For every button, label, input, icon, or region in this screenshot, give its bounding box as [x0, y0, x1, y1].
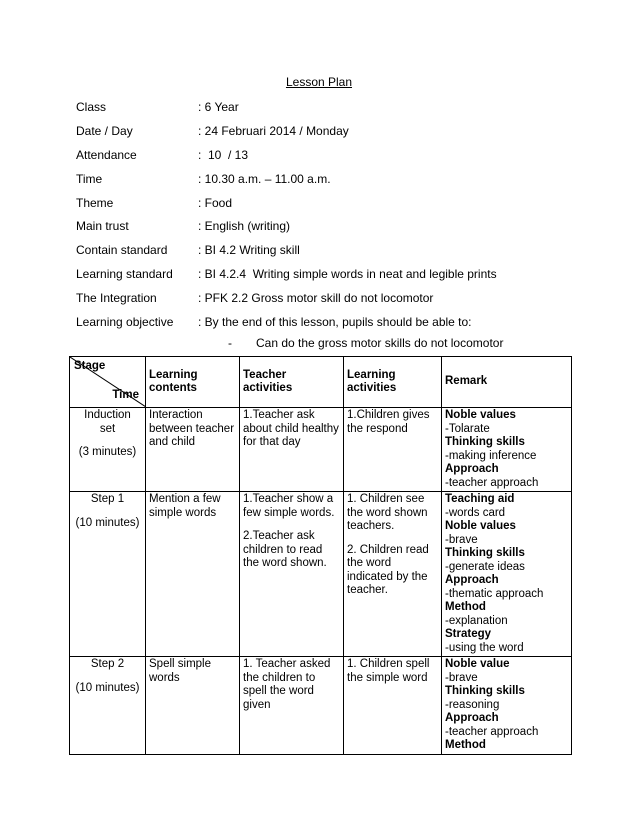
teacher-activity: 1. Teacher asked the children to spell the word given	[243, 658, 331, 711]
info-label: Learning standard	[76, 267, 173, 281]
remark-item: -Tolarate	[445, 422, 490, 435]
header-text: Learning	[149, 368, 198, 381]
stage-minutes: (3 minutes)	[78, 446, 137, 458]
remark-item: -thematic approach	[445, 587, 544, 600]
info-label: Contain standard	[76, 243, 168, 257]
stage-minutes: (10 minutes)	[75, 516, 140, 529]
info-label: The Integration	[76, 291, 157, 305]
contents-cell: Interaction between teacher and child	[146, 408, 240, 492]
stage-minutes: (10 minutes)	[75, 681, 140, 694]
table-row	[70, 492, 572, 657]
info-value: : 24 Februari 2014 / Monday	[198, 124, 349, 138]
remark-heading: Noble values	[445, 409, 516, 421]
remark-heading: Noble values	[445, 520, 516, 532]
learning-activity: 1. Children spell the simple word	[347, 658, 430, 684]
remark-item: -brave	[445, 671, 478, 684]
learning-activity: 1.Children gives the respond	[347, 409, 430, 435]
table-header-row	[70, 357, 572, 408]
remark-heading: Approach	[445, 712, 499, 724]
objective-bullet: -	[228, 336, 232, 350]
info-label: Class	[76, 100, 107, 114]
remark-heading: Method	[445, 739, 486, 751]
info-label: Main trust	[76, 219, 129, 233]
remark-heading: Noble value	[445, 658, 510, 670]
stage-name: set	[99, 422, 116, 435]
learning-activity: 1. Children see the word shown teachers.	[347, 493, 428, 532]
info-value: : 10.30 a.m. – 11.00 a.m.	[198, 172, 331, 186]
remark-heading: Approach	[445, 574, 499, 586]
header-text: Learning	[347, 368, 396, 381]
teacher-header	[240, 357, 344, 408]
stage-cell	[70, 657, 146, 755]
time-header-label: Time	[112, 388, 139, 401]
stage-name: Induction	[84, 409, 131, 421]
info-label: Date / Day	[76, 124, 133, 138]
remark-cell	[442, 492, 572, 657]
info-label: Learning objective	[76, 315, 174, 329]
learning-header	[344, 357, 442, 408]
remark-heading: Thinking skills	[445, 436, 525, 448]
objective-text: Can do the gross motor skills do not locomotor	[256, 336, 504, 350]
info-value: : By the end of this lesson, pupils should be able to:	[198, 315, 472, 329]
stage-cell	[70, 492, 146, 657]
contents-cell: Spell simple words	[146, 657, 240, 755]
learning-activity: 2. Children read the word indicated by the teacher.	[347, 543, 429, 596]
header-text: Teacher	[243, 368, 287, 381]
remark-header: Remark	[442, 357, 572, 408]
remark-heading: Strategy	[445, 628, 492, 640]
lesson-plan-table	[69, 356, 572, 755]
remark-heading: Teaching aid	[445, 493, 515, 505]
info-label: Attendance	[76, 148, 137, 162]
stage-name: Step 2	[90, 658, 125, 670]
header-text: activities	[243, 382, 293, 394]
remark-item: -using the word	[445, 641, 524, 654]
info-value: : 6 Year	[198, 100, 239, 114]
teacher-cell	[240, 408, 344, 492]
remark-heading: Method	[445, 601, 486, 613]
info-value: : PFK 2.2 Gross motor skill do not locomotor	[198, 291, 434, 305]
remark-cell	[442, 408, 572, 492]
learning-cell	[344, 408, 442, 492]
remark-item: -making inference	[445, 449, 537, 462]
remark-item: -brave	[445, 533, 478, 546]
remark-item: -words card	[445, 506, 506, 519]
contents-header	[146, 357, 240, 408]
contents-cell: Mention a few simple words	[146, 492, 240, 657]
info-value: : BI 4.2.4 Writing simple words in neat and legible prints	[198, 267, 497, 281]
stage-name: Step 1	[90, 493, 125, 505]
remark-item: -explanation	[445, 614, 508, 627]
header-text: contents	[149, 382, 197, 394]
info-value: : BI 4.2 Writing skill	[198, 243, 300, 257]
stage-cell	[70, 408, 146, 492]
table-row	[70, 408, 572, 492]
remark-item: -teacher approach	[445, 725, 539, 738]
header-text: activities	[347, 382, 397, 394]
page-title: Lesson Plan	[285, 75, 353, 89]
info-label: Time	[76, 172, 103, 186]
teacher-cell	[240, 492, 344, 657]
info-label: Theme	[76, 196, 114, 210]
stage-header-label: Stage	[74, 360, 106, 372]
remark-item: -generate ideas	[445, 560, 525, 573]
teacher-cell	[240, 657, 344, 755]
table-row	[70, 657, 572, 755]
remark-cell	[442, 657, 572, 755]
remark-heading: Thinking skills	[445, 685, 525, 697]
remark-heading: Thinking skills	[445, 547, 525, 559]
teacher-activity: 2.Teacher ask children to read the word shown.	[243, 530, 327, 569]
learning-cell	[344, 657, 442, 755]
learning-cell	[344, 492, 442, 657]
remark-heading: Approach	[445, 463, 499, 475]
info-value: : 10 / 13	[198, 148, 249, 162]
teacher-activity: 1.Teacher show a few simple words.	[243, 493, 335, 519]
remark-item: -reasoning	[445, 698, 500, 711]
stage-time-header	[70, 357, 146, 408]
teacher-activity: 1.Teacher ask about child healthy for that day	[243, 409, 339, 448]
remark-item: -teacher approach	[445, 476, 539, 489]
info-value: : English (writing)	[198, 219, 291, 233]
info-value: : Food	[198, 196, 233, 210]
